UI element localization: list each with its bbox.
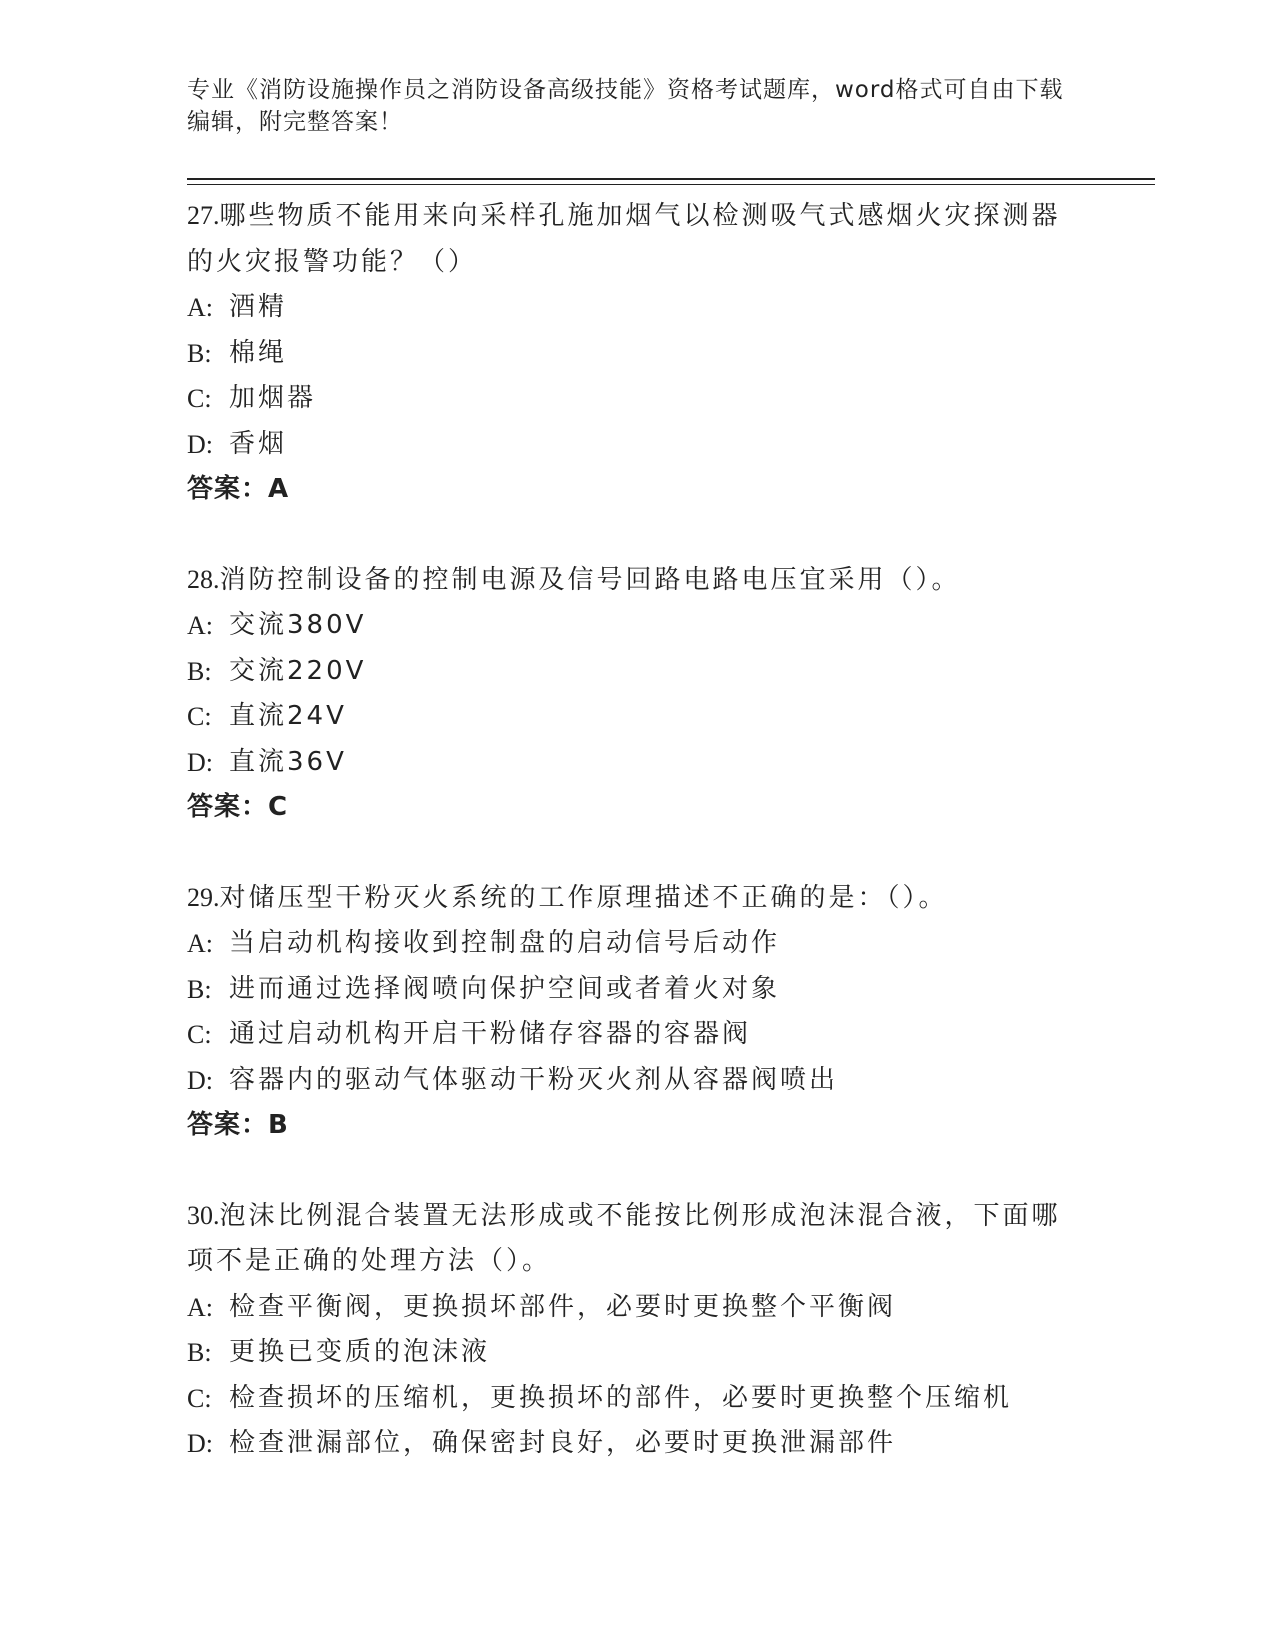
option-text: 进而通过选择阀喷向保护空间或者着火对象 (229, 973, 781, 1004)
option-text: 香烟 (229, 428, 288, 459)
answer-line: 答案：C (187, 792, 289, 822)
option-letter: C: (187, 1020, 212, 1049)
question-list (187, 193, 1087, 1511)
option-a (187, 285, 1087, 331)
question-stem: 消防控制设备的控制电源及信号回路电路电压宜采用（）。 (219, 564, 961, 595)
option-text: 直流36V (229, 746, 347, 777)
question-29 (187, 875, 1087, 1149)
option-c (187, 1376, 1087, 1422)
option-text: 交流220V (229, 655, 367, 686)
question-stem: 哪些物质不能用来向采样孔施加烟气以检测吸气式感烟火灾探测器的火灾报警功能？（） (187, 201, 1061, 277)
option-letter: C: (187, 1383, 212, 1413)
option-letter: C: (187, 384, 212, 413)
option-d (187, 1421, 1087, 1467)
option-c (187, 694, 1087, 740)
option-letter: D: (187, 1429, 213, 1458)
header-rule-thin (187, 184, 1155, 185)
option-text: 通过启动机构开启干粉储存容器的容器阀 (229, 1019, 752, 1049)
answer-line: 答案：B (187, 1110, 289, 1140)
option-text: 当启动机构接收到控制盘的启动信号后动作 (229, 928, 781, 958)
option-letter: D: (187, 429, 213, 459)
option-text: 酒精 (229, 292, 288, 322)
option-a (187, 1285, 1087, 1331)
option-text: 检查泄漏部位，确保密封良好，必要时更换泄漏部件 (229, 1428, 897, 1458)
option-letter: A: (187, 1292, 213, 1322)
option-text: 棉绳 (229, 337, 288, 368)
question-text (187, 557, 1087, 604)
option-letter: D: (187, 1065, 213, 1095)
question-text (187, 193, 1087, 285)
option-a (187, 603, 1087, 649)
question-number: 30. (187, 1200, 220, 1230)
question-text (187, 875, 1087, 922)
option-text: 加烟器 (229, 383, 317, 413)
document-header: 专业《消防设施操作员之消防设备高级技能》资格考试题库，word格式可自由下载编辑，附完整答案！ (187, 77, 1064, 135)
option-letter: C: (187, 702, 212, 731)
question-stem: 对储压型干粉灭火系统的工作原理描述不正确的是：（）。 (219, 882, 948, 913)
option-d (187, 422, 1087, 468)
option-d (187, 740, 1087, 786)
option-letter: B: (187, 974, 212, 1004)
answer-line: 答案：A (187, 474, 290, 504)
option-b (187, 967, 1087, 1013)
option-letter: D: (187, 747, 213, 777)
question-stem: 泡沫比例混合装置无法形成或不能按比例形成泡沫混合液，下面哪项不是正确的处理方法（）。 (187, 1200, 1061, 1276)
question-number: 27. (187, 201, 220, 230)
option-d (187, 1058, 1087, 1104)
option-text: 交流380V (229, 610, 367, 640)
option-letter: B: (187, 338, 212, 368)
option-a (187, 921, 1087, 967)
option-letter: A: (187, 611, 213, 640)
question-27 (187, 193, 1087, 513)
option-b (187, 1330, 1087, 1376)
header-rule-thick (187, 178, 1155, 180)
question-number: 28. (187, 564, 220, 594)
question-30 (187, 1193, 1087, 1467)
option-text: 更换已变质的泡沫液 (229, 1337, 491, 1367)
option-text: 直流24V (229, 701, 347, 731)
option-letter: A: (187, 293, 213, 322)
option-letter: A: (187, 929, 213, 958)
question-text (187, 1193, 1087, 1285)
question-number: 29. (187, 882, 220, 912)
option-text: 容器内的驱动气体驱动干粉灭火剂从容器阀喷出 (229, 1064, 839, 1095)
option-b (187, 331, 1087, 377)
option-c (187, 1012, 1087, 1058)
question-28 (187, 557, 1087, 831)
option-text: 检查损坏的压缩机，更换损坏的部件，必要时更换整个压缩机 (229, 1382, 1013, 1413)
option-c (187, 376, 1087, 422)
option-letter: B: (187, 1338, 212, 1367)
option-letter: B: (187, 656, 212, 686)
option-b (187, 649, 1087, 695)
option-text: 检查平衡阀，更换损坏部件，必要时更换整个平衡阀 (229, 1291, 897, 1322)
